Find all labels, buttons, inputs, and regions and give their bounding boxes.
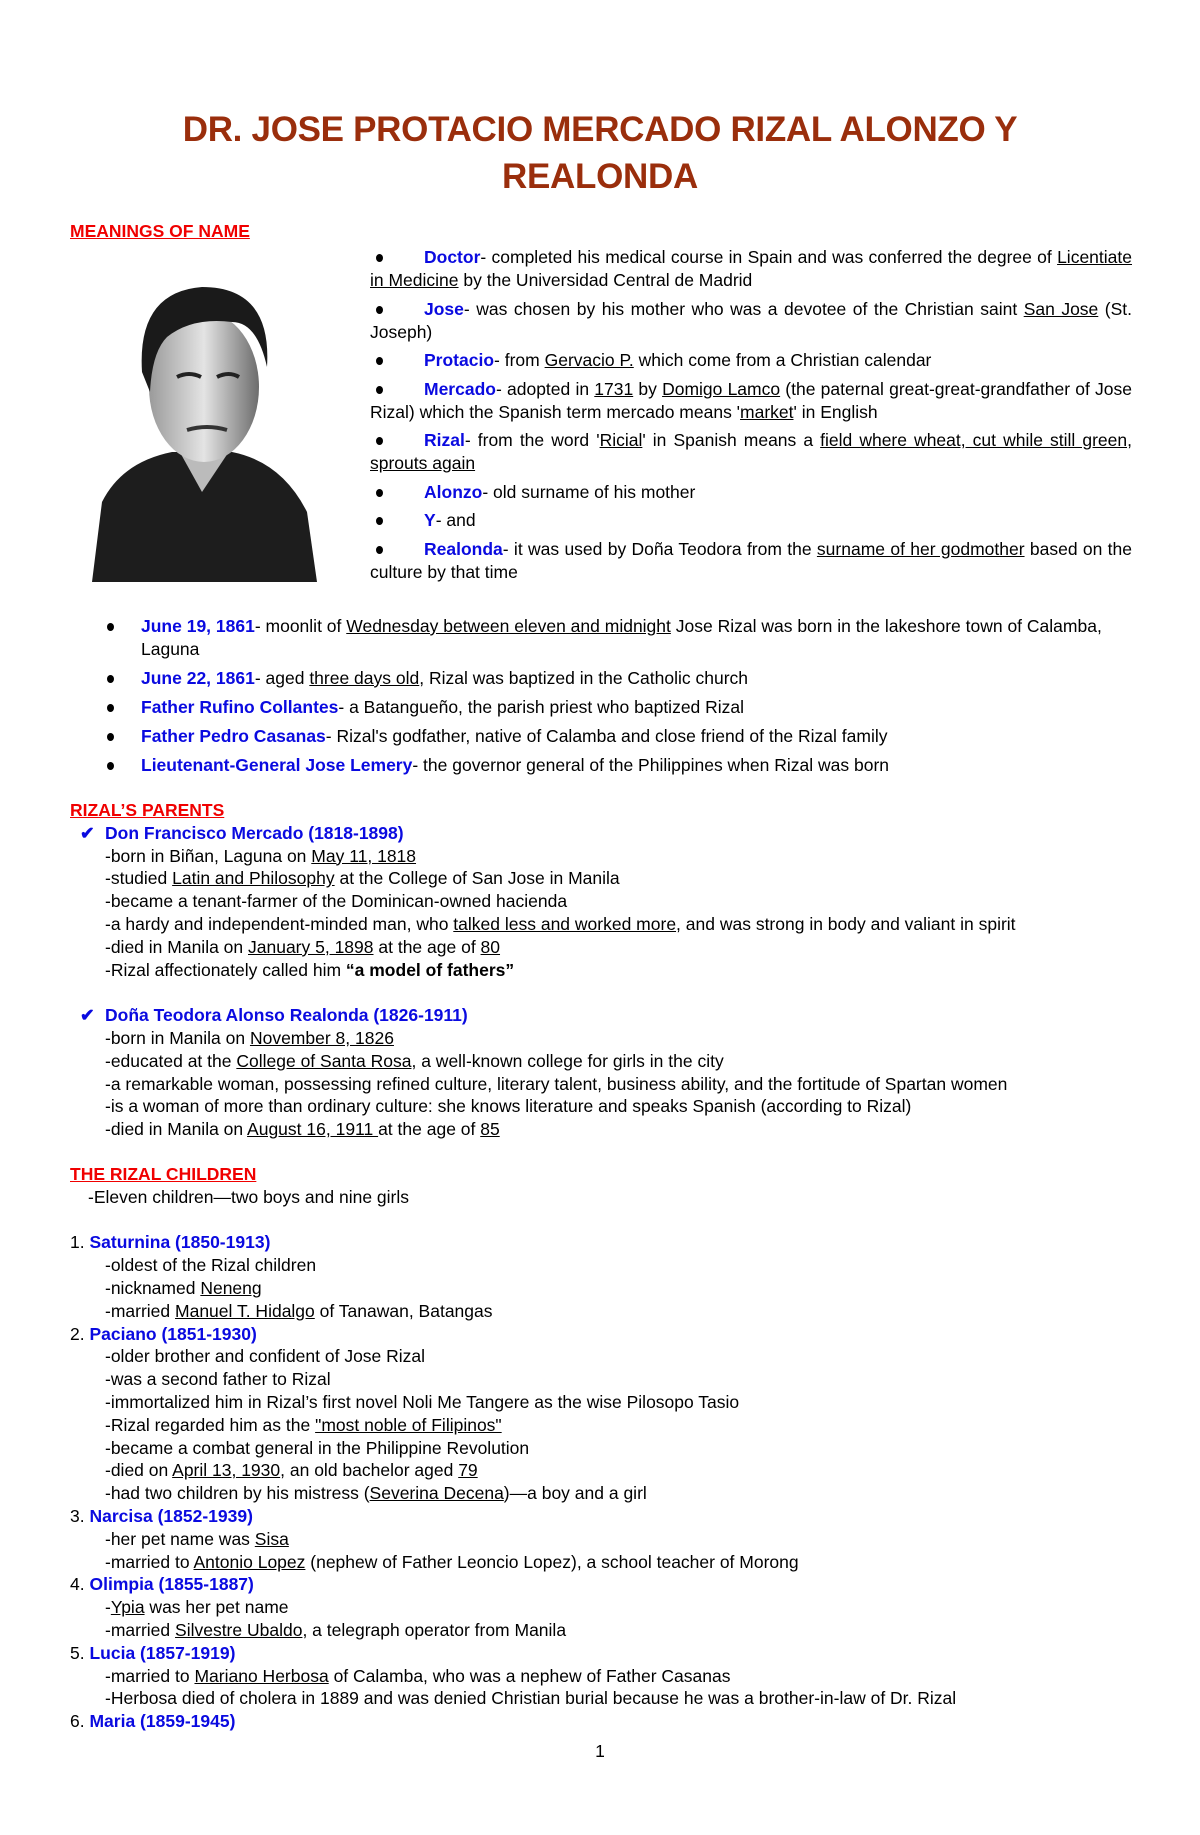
underlined-text: Ypia [110,1597,145,1618]
underlined-text: 79 [458,1460,478,1481]
text-segment: -a hardy and independent-minded man, who [105,913,454,934]
text-segment: -married [105,1300,176,1321]
list-item [370,349,1132,372]
title-line: REALONDA [502,157,698,196]
underlined-text: Neneng [200,1277,262,1298]
child-number: 6. [70,1711,85,1732]
list-item [141,754,1133,777]
child-number: 3. [70,1505,85,1526]
text-segment: -born in Manila on [105,1027,250,1048]
text-segment: (nephew of Father Leoncio Lopez), a school teacher of Morong [305,1551,799,1572]
term-label: June 22, 1861 [141,668,255,688]
text-segment: , Rizal was baptized in the Catholic church [419,668,749,688]
underlined-text: Antonio Lopez [193,1551,306,1572]
text-segment: -Herbosa died of cholera in 1889 and was denied Christian burial because he was a brother-in-law of Dr. Rizal [105,1688,957,1709]
text-segment: -died in Manila on [105,936,248,957]
text-segment: -died on [105,1460,173,1481]
underlined-text: College of Santa Rosa [236,1050,412,1071]
text-segment: - aged [254,668,310,688]
list-item [141,615,1133,661]
term-label: Mercado [424,378,496,399]
child-number: 5. [70,1642,85,1663]
text-segment: based on the culture by that time [370,538,1132,582]
term-label: Father Rufino Collantes [141,697,339,717]
term-label: Y [424,510,436,530]
detail-line [70,1027,1150,1050]
child-name-row [70,1710,1150,1733]
detail-line [70,1073,1150,1096]
text-segment: - was chosen by his mother who was a devotee of the Christian saint [463,298,1024,319]
children-heading: THE RIZAL CHILDREN [70,1164,257,1184]
text-segment: -had two children by his mistress ( [105,1483,370,1504]
text-segment: “a model of fathers” [345,959,515,980]
detail-line [70,1687,1150,1710]
text-segment: - and [435,510,476,530]
list-item [141,725,1133,748]
text-segment: -oldest of the Rizal children [105,1255,317,1276]
parents-heading: RIZAL’S PARENTS [70,800,225,820]
child-name: Paciano (1851-1930) [89,1323,257,1344]
underlined-text: Severina Decena [369,1483,504,1504]
underlined-text: 1731 [594,378,634,399]
text-segment: -died in Manila on [105,1119,248,1140]
text-segment: was her pet name [144,1597,289,1618]
underlined-text: Wednesday between eleven and midnight [346,616,671,636]
text-segment: ' in English [793,401,878,422]
underlined-text: field where wheat, cut while still green, sprouts again [370,430,1132,473]
text-segment: -was a second father to Rizal [105,1369,331,1390]
detail-line [70,1368,1150,1391]
term-label: Lieutenant-General Jose Lemery [141,755,413,775]
text-segment: - old surname of his mother [482,481,696,502]
text-segment: , an old bachelor aged [280,1460,459,1481]
child-number: 1. [70,1232,85,1253]
underlined-text: Ricial [599,430,643,450]
underlined-text: three days old [309,668,420,688]
text-segment: , a well-known college for girls in the city [411,1050,724,1071]
detail-line [70,1437,1150,1460]
underlined-text: surname of her godmother [816,538,1025,559]
detail-line [70,1596,1150,1619]
detail-line [70,1551,1150,1574]
underlined-text: April 13, 1930 [172,1460,281,1481]
underlined-text: Latin and Philosophy [172,868,335,889]
list-item [370,509,1132,532]
list-item [370,378,1132,424]
text-segment: ' in Spanish means a [642,430,821,450]
text-segment: - a Batangueño, the parish priest who baptized Rizal [338,697,745,717]
term-label: Alonzo [424,481,483,502]
list-item [141,667,1133,690]
text-segment: -a remarkable woman, possessing refined culture, literary talent, business ability, and the fortitude of Spartan women [105,1073,1008,1094]
child-number: 2. [70,1323,85,1344]
parent-name-row [70,1004,1150,1027]
underlined-text: 85 [480,1119,500,1140]
underlined-text: Gervacio P. [544,350,634,370]
term-label: Doctor [424,247,481,267]
text-segment: of Calamba, who was a nephew of Father Casanas [328,1665,731,1686]
term-label: June 19, 1861 [141,616,255,636]
term-label: Realonda [424,538,503,559]
underlined-text: San Jose [1023,298,1099,319]
child-name-row [70,1231,1150,1254]
term-label: Jose [424,298,464,319]
underlined-text: "most noble of Filipinos" [315,1414,502,1435]
rizal-portrait-image [82,262,322,582]
list-item [370,481,1132,504]
detail-line [70,867,1150,890]
text-segment: -became a tenant-farmer of the Dominican-owned hacienda [105,891,568,912]
child-name: Maria (1859-1945) [89,1711,236,1732]
child-number: 4. [70,1574,85,1595]
list-item [370,429,1132,475]
underlined-text: Domigo Lamco [662,378,781,399]
children-intro: -Eleven children—two boys and nine girls [88,1186,409,1207]
underlined-text: 80 [480,936,501,957]
detail-line [70,1459,1150,1482]
list-item [370,298,1132,344]
detail-line [70,1391,1150,1414]
child-name: Olimpia (1855-1887) [89,1574,254,1595]
text-segment: -Rizal affectionately called him [105,959,346,980]
birth-events-list [141,615,1133,783]
text-segment: -older brother and confident of Jose Rizal [105,1346,426,1367]
text-segment: (St. Joseph) [370,298,1133,342]
detail-line [70,1254,1150,1277]
term-label: Rizal [424,430,465,450]
text-segment: (the paternal great-great-grandfather of Jose Rizal) which the Spanish term mercado means ' [370,378,1132,422]
text-segment: at the age of [378,1119,481,1140]
underlined-text: August 16, 1911 [247,1119,379,1140]
detail-line [70,1050,1150,1073]
term-label: Father Pedro Casanas [141,726,326,746]
text-segment: at the College of San Jose in Manila [334,868,620,889]
text-segment: -is a woman of more than ordinary culture: she knows literature and speaks Spanish (according to Rizal) [105,1096,912,1117]
detail-line [70,959,1150,982]
text-segment: - from [494,350,545,370]
term-label: Protacio [424,350,495,370]
check-icon: ✔ [80,822,95,843]
text-segment: by [633,378,663,399]
parents-section [70,799,1150,1141]
text-segment: -nicknamed [105,1277,201,1298]
underlined-text: Licentiate in Medicine [370,247,1132,290]
title-line: DR. JOSE PROTACIO MERCADO RIZAL ALONZO Y [182,110,1018,149]
text-segment: -married to [105,1665,195,1686]
detail-line [70,1528,1150,1551]
list-item [370,246,1132,292]
spacer [70,981,1150,1004]
underlined-text: Mariano Herbosa [194,1665,329,1686]
text-segment: -Rizal regarded him as the [105,1414,316,1435]
text-segment: , a telegraph operator from Manila [302,1619,567,1640]
detail-line [70,1414,1150,1437]
detail-line [70,913,1150,936]
text-segment: - [105,1597,111,1618]
text-segment: - Rizal's godfather, native of Calamba and close friend of the Rizal family [325,726,888,746]
detail-line [70,1300,1150,1323]
text-segment: - completed his medical course in Spain and was conferred the degree of [480,247,1058,267]
parent-name: Doña Teodora Alonso Realonda (1826-1911) [105,1005,468,1026]
underlined-text: market [740,401,794,422]
child-name-row [70,1573,1150,1596]
text-segment: -married [105,1619,176,1640]
text-segment: at the age of [373,936,481,957]
text-segment: -studied [105,868,173,889]
underlined-text: January 5, 1898 [248,936,374,957]
text-segment: which come from a Christian calendar [633,350,932,370]
child-name-row [70,1323,1150,1346]
detail-line [70,1277,1150,1300]
child-name-row [70,1642,1150,1665]
text-segment: - the governor general of the Philippines when Rizal was born [412,755,890,775]
underlined-text: talked less and worked more [453,913,677,934]
text-segment: of Tanawan, Batangas [314,1300,493,1321]
children-section [70,1163,1150,1733]
page-number: 1 [595,1741,605,1761]
underlined-text: Manuel T. Hidalgo [175,1300,315,1321]
parent-name: Don Francisco Mercado (1818-1898) [105,822,404,843]
detail-line [70,1619,1150,1642]
detail-line [70,1665,1150,1688]
text-segment: -immortalized him in Rizal’s first novel Noli Me Tangere as the wise Pilosopo Tasio [105,1391,740,1412]
underlined-text: May 11, 1818 [311,845,417,866]
detail-line [70,936,1150,959]
meanings-heading: MEANINGS OF NAME [70,221,250,241]
child-name: Lucia (1857-1919) [89,1642,236,1663]
detail-line [70,845,1150,868]
name-meanings-list [370,246,1132,589]
check-icon: ✔ [80,1005,95,1026]
underlined-text: Sisa [254,1528,289,1549]
text-segment: - adopted in [495,378,595,399]
text-segment: -born in Biñan, Laguna on [105,845,312,866]
detail-line [70,1118,1150,1141]
text-segment: - from the word ' [464,430,600,450]
page-title [0,106,1200,200]
text-segment: - moonlit of [254,616,347,636]
child-name: Saturnina (1850-1913) [89,1232,271,1253]
parent-name-row [70,822,1150,845]
text-segment: , and was strong in body and valiant in spirit [676,913,1016,934]
text-segment: - it was used by Doña Teodora from the [502,538,817,559]
detail-line [70,1095,1150,1118]
child-name-row [70,1505,1150,1528]
text-segment: -became a combat general in the Philippine Revolution [105,1437,530,1458]
spacer [70,1209,1150,1232]
text-segment: )—a boy and a girl [503,1483,647,1504]
list-item [141,696,1133,719]
text-segment: by the Universidad Central de Madrid [458,270,753,290]
text-segment: -her pet name was [105,1528,255,1549]
detail-line [70,890,1150,913]
child-name: Narcisa (1852-1939) [89,1505,253,1526]
list-item [370,538,1132,584]
detail-line [70,1345,1150,1368]
text-segment: Jose Rizal was born in the lakeshore town of Calamba, Laguna [141,616,1102,659]
underlined-text: Silvestre Ubaldo [175,1619,303,1640]
underlined-text: November 8, 1826 [249,1027,394,1048]
text-segment: -married to [105,1551,194,1572]
text-segment: -educated at the [105,1050,237,1071]
detail-line [70,1482,1150,1505]
